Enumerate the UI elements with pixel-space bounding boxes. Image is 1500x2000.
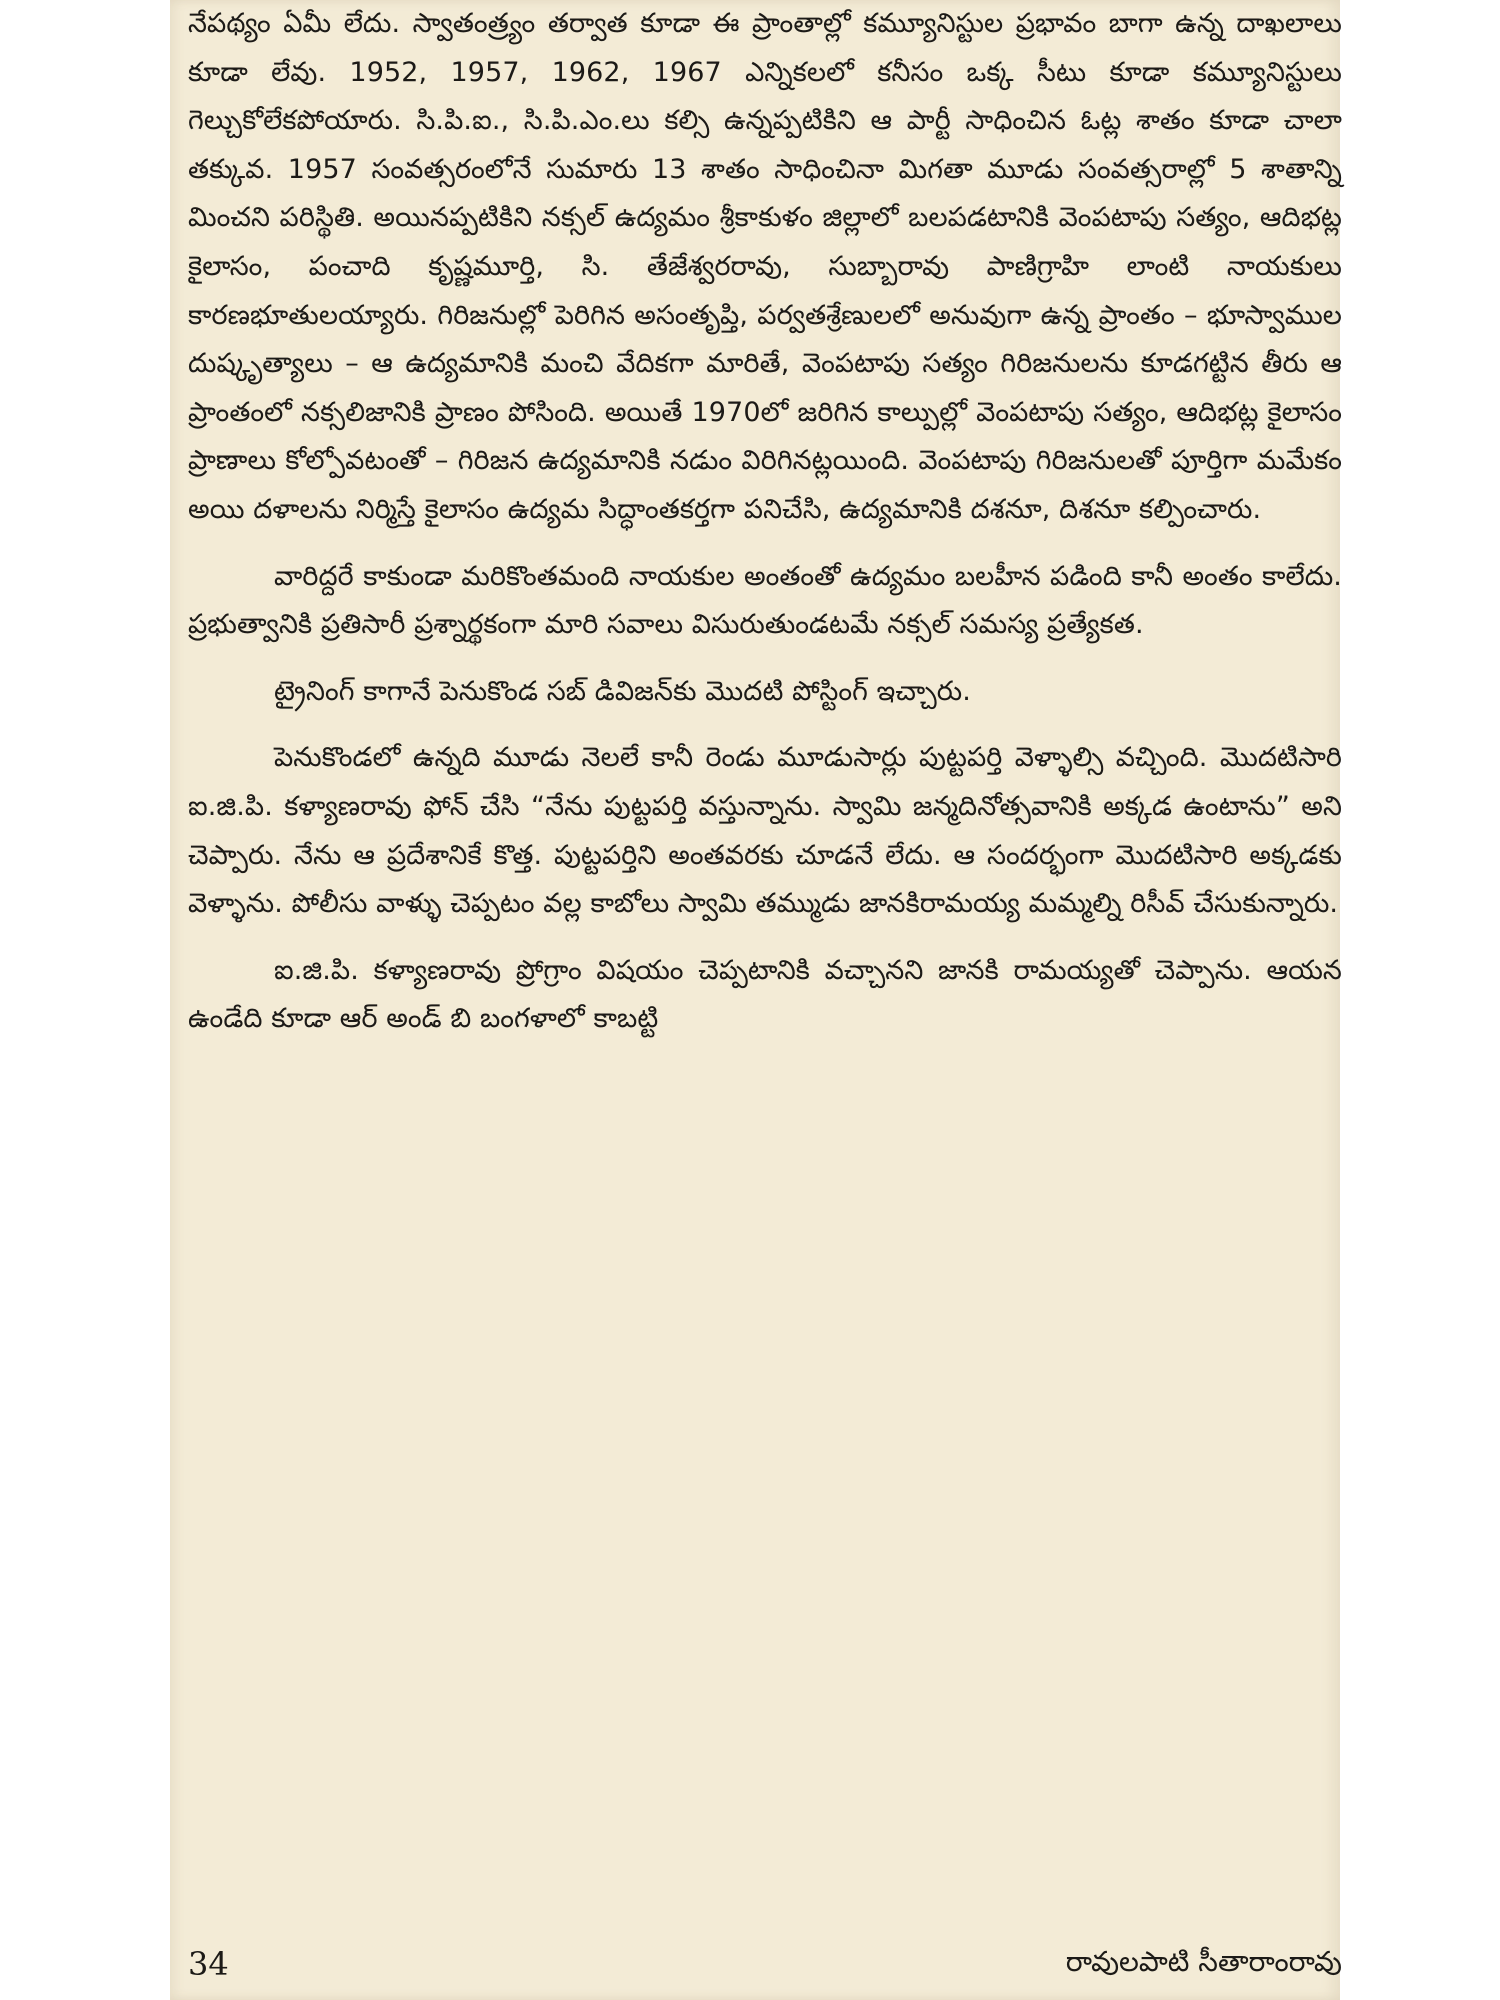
paragraph: ఐ.జి.పి. కళ్యాణరావు ప్రోగ్రాం విషయం చెప్పటానికి వచ్చానని జానకి రామయ్యతో చెప్పాను. ఆయన ఉండేది కూడా ఆర్ అండ్ బి బంగళాలో కాబట్టి <box>188 954 1342 1035</box>
running-author-name: రావులపాటి సీతారాంరావు <box>1065 1945 1342 1978</box>
body-text <box>188 0 1342 1044</box>
paragraph: పెనుకొండలో ఉన్నది మూడు నెలలే కానీ రెండు మూడుసార్లు పుట్టపర్తి వెళ్ళాల్సి వచ్చింది. మొదటిసారి ఐ.జి.పి. కళ్యాణరావు ఫోన్ చేసి “నేను పుట్టపర్తి వస్తున్నాను. స్వామి జన్మదినోత్సవానికి అక్కడ ఉంటాను” అని చెప్పారు. నేను ఆ ప్రదేశానికే కొత్త. పుట్టపర్తిని అంతవరకు చూడనే లేదు. ఆ సందర్భంగా మొదటిసారి అక్కడకు వెళ్ళాను. పోలీసు వాళ్ళు చెప్పటం వల్ల కాబోలు స్వామి తమ్ముడు జానకిరామయ్య మమ్మల్ని రిసీవ్ చేసుకున్నారు. <box>188 742 1342 920</box>
paragraph: ట్రైనింగ్ కాగానే పెనుకొండ సబ్ డివిజన్‌కు మొదటి పోస్టింగ్ ఇచ్చారు. <box>274 675 971 707</box>
page-number: 34 <box>188 1945 229 1983</box>
paragraph: వారిద్దరే కాకుండా మరికొంతమంది నాయకుల అంతంతో ఉద్యమం బలహీన పడింది కానీ అంతం కాలేదు. ప్రభుత్వానికి ప్రతిసారీ ప్రశ్నార్థకంగా మారి సవాలు విసురుతుండటమే నక్సల్ సమస్య ప్రత్యేకత. <box>188 560 1342 641</box>
page-footer <box>188 1945 1342 1985</box>
paragraph: నేపథ్యం ఏమీ లేదు. స్వాతంత్ర్యం తర్వాత కూడా ఈ ప్రాంతాల్లో కమ్యూనిస్టుల ప్రభావం బాగా ఉన్న దాఖలాలు కూడా లేవు. 1952, 1957, 1962, 1967 ఎన్నికలలో కనీసం ఒక్క సీటు కూడా కమ్యూనిస్టులు గెల్చుకోలేకపోయారు. సి.పి.ఐ., సి.పి.ఎం.లు కల్సి ఉన్నప్పటికిని ఆ పార్టీ సాధించిన ఓట్ల శాతం కూడా చాలా తక్కువ. 1957 సంవత్సరంలోనే సుమారు 13 శాతం సాధించినా మిగతా మూడు సంవత్సరాల్లో 5 శాతాన్ని మించని పరిస్థితి. అయినప్పటికిని నక్సల్ ఉద్యమం శ్రీకాకుళం జిల్లాలో బలపడటానికి వెంపటాపు సత్యం, ఆదిభట్ల కైలాసం, పంచాది కృష్ణమూర్తి, సి. తేజేశ్వరరావు, సుబ్బారావు పాణిగ్రాహి లాంటి నాయకులు కారణభూతులయ్యారు. గిరిజనుల్లో పెరిగిన అసంతృప్తి, పర్వతశ్రేణులలో అనువుగా ఉన్న ప్రాంతం – భూస్వాముల దుష్కృత్యాలు – ఆ ఉద్యమానికి మంచి వేదికగా మారితే, వెంపటాపు సత్యం గిరిజనులను కూడగట్టిన తీరు ఆ ప్రాంతంలో నక్సలిజానికి ప్రాణం పోసింది. అయితే 1970లో జరిగిన కాల్పుల్లో వెంపటాపు సత్యం, ఆదిభట్ల కైలాసం ప్రాణాలు కోల్పోవటంతో – గిరిజన ఉద్యమానికి నడుం విరిగినట్లయింది. వెంపటాపు గిరిజనులతో పూర్తిగా మమేకం అయి దళాలను నిర్మిస్తే కైలాసం ఉద్యమ సిద్ధాంతకర్తగా పనిచేసి, ఉద్యమానికి దశనూ, దిశనూ కల్పించారు. <box>188 8 1342 525</box>
